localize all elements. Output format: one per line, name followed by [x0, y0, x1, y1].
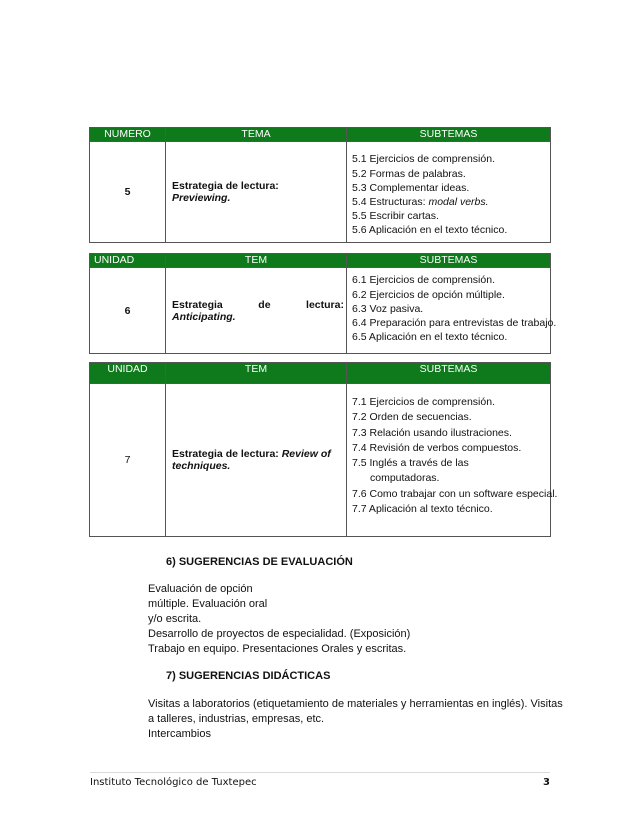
tema-line: Estrategia de lectura: Review of	[172, 448, 331, 460]
table-header-row	[90, 363, 551, 384]
unit-number: 7	[90, 384, 166, 537]
unit-number: 5	[90, 142, 166, 243]
paragraph-line: y/o escrita.	[148, 613, 202, 625]
tema-word: lectura:	[306, 298, 344, 311]
unit-tema	[166, 384, 347, 537]
unit-tema	[166, 268, 347, 354]
tema-line: Estrategia de lectura:	[172, 180, 279, 192]
header-numero: NUMERO	[90, 128, 166, 142]
page-footer	[90, 772, 550, 788]
tema-line	[172, 299, 344, 311]
subtema-item: 5.2 Formas de palabras.	[352, 167, 466, 180]
paragraph-line: Evaluación de opción	[148, 583, 253, 595]
table-row	[90, 268, 551, 354]
subtema-item: 7.5 Inglés a través de las	[352, 457, 469, 470]
subtema-item: 6.3 Voz pasiva.	[352, 302, 424, 315]
table-row	[90, 384, 551, 537]
unit-subtemas	[347, 384, 558, 537]
subtema-item: 5.1 Ejercicios de comprensión.	[352, 153, 495, 166]
subtema-item: 6.2 Ejercicios de opción múltiple.	[352, 288, 505, 301]
subtema-item: computadoras.	[370, 472, 440, 485]
paragraph-line: Desarrollo de proyectos de especialidad. (Exposición)	[148, 628, 411, 640]
subtema-item: 7.4 Revisión de verbos compuestos.	[352, 441, 522, 454]
unit-subtemas	[347, 268, 557, 354]
tema-word: Estrategia	[172, 298, 223, 311]
subtema-item: 5.5 Escribir cartas.	[352, 210, 439, 223]
unit-7-table	[89, 362, 558, 537]
unit-tema	[166, 142, 347, 243]
table-header-row	[90, 254, 551, 268]
paragraph-line: múltiple. Evaluación oral	[148, 598, 268, 610]
section-didacticas-body	[148, 697, 563, 742]
footer-institution: Instituto Tecnológico de Tuxtepec	[90, 777, 257, 788]
paragraph-line: Visitas a laboratorios (etiquetamiento de materiales y herramientas en inglés). Visitas	[148, 698, 563, 710]
subtema-item: 6.4 Preparación para entrevistas de trabajo.	[352, 317, 557, 330]
tema-line: techniques.	[172, 460, 231, 472]
subtema-item: 5.6 Aplicación en el texto técnico.	[352, 224, 508, 237]
subtema-item: 7.6 Como trabajar con un software especial.	[352, 487, 558, 500]
tema-line: Previewing.	[172, 192, 231, 204]
header-tema: TEMA	[166, 128, 347, 142]
header-unidad: UNIDAD	[90, 363, 166, 384]
subtema-item: 7.3 Relación usando ilustraciones.	[352, 426, 512, 439]
table-row	[90, 142, 551, 243]
header-tema: TEM	[166, 254, 347, 268]
header-subtemas: SUBTEMAS	[347, 128, 551, 142]
subtema-item: 6.5 Aplicación en el texto técnico.	[352, 331, 508, 344]
section-didacticas-title: 7) SUGERENCIAS DIDÁCTICAS	[166, 670, 331, 682]
paragraph-line: a talleres, industrias, empresas, etc.	[148, 713, 325, 725]
paragraph-line: Trabajo en equipo. Presentaciones Orales y escritas.	[148, 643, 407, 655]
tema-word: de	[258, 298, 271, 311]
section-evaluacion-body	[148, 582, 410, 657]
subtema-item: 7.1 Ejercicios de comprensión.	[352, 396, 495, 408]
header-subtemas: SUBTEMAS	[347, 254, 551, 268]
header-unidad: UNIDAD	[90, 254, 166, 268]
header-subtemas: SUBTEMAS	[347, 363, 551, 384]
subtema-item: 5.3 Complementar ideas.	[352, 181, 470, 194]
table-header-row	[90, 128, 551, 142]
subtema-item: 6.1 Ejercicios de comprensión.	[352, 274, 495, 287]
page-number: 3	[543, 777, 550, 788]
unit-number: 6	[90, 268, 166, 354]
paragraph-line: Intercambios	[148, 728, 211, 740]
section-evaluacion-title: 6) SUGERENCIAS DE EVALUACIÓN	[166, 556, 353, 568]
unit-6-table	[89, 253, 557, 354]
subtema-item: 5.4 Estructuras: modal verbs.	[352, 196, 489, 208]
header-tema: TEM	[166, 363, 347, 384]
subtema-item: 7.7 Aplicación al texto técnico.	[352, 503, 493, 516]
unit-subtemas	[347, 142, 551, 243]
unit-5-table	[89, 127, 551, 243]
subtema-item: 7.2 Orden de secuencias.	[352, 411, 472, 424]
tema-line: Anticipating.	[172, 310, 236, 323]
